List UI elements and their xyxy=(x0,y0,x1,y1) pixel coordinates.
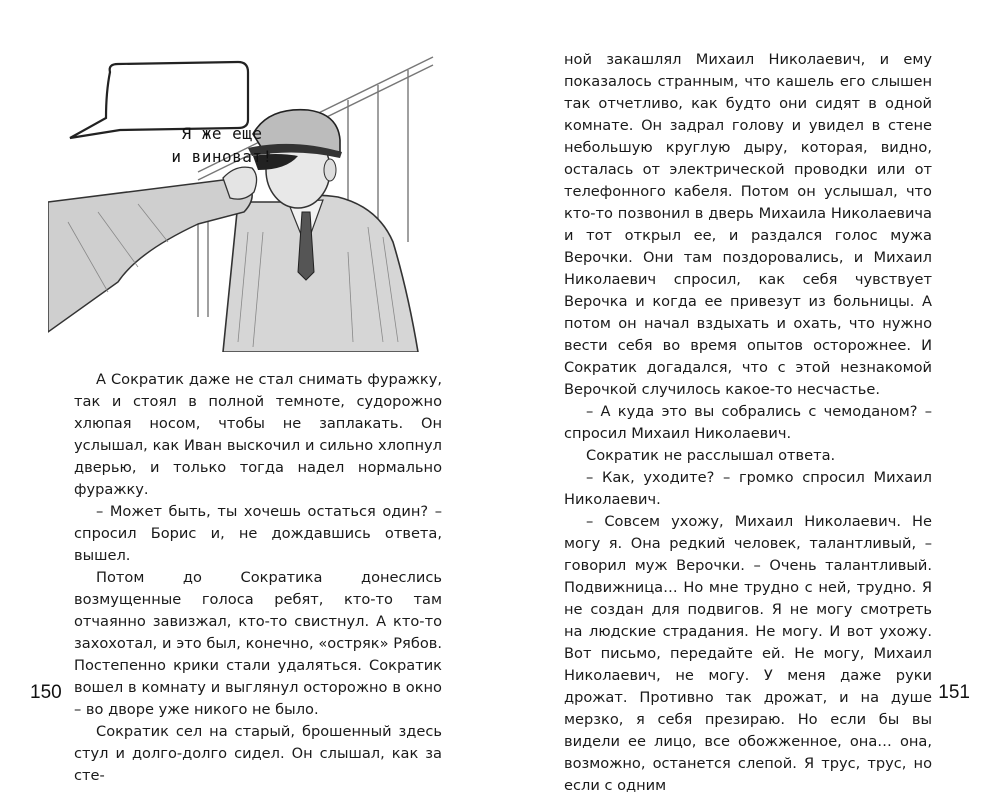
paragraph: Потом до Сократика донеслись возмущенные голоса ребят, кто-то там отчаянно завизжал, кто-то свистнул. А кто-то захохотал, и это был, конечно, «остряк» Рябов. Постепенно крики стали удаляться. Сократик вошел в комнату и выглянул осторожно в окно – во дворе уже никого не было. xyxy=(74,569,442,718)
paragraph: – А куда это вы собрались с чемоданом? – спросил Михаил Николаевич. xyxy=(564,403,932,442)
paragraph: Сократик сел на старый, брошенный здесь стул и долго-долго сидел. Он слышал, как за сте- xyxy=(74,723,442,784)
paragraph: ной закашлял Михаил Николаевич, и ему показалось странным, что кашель его слышен так отчетливо, как будто они сидят в одной комнате. Он задрал голову и увидел в стене небольшую круглую дыру, которая, видно, осталась от электрической проводки или от телефонного кабеля. Потом он услышал, что кто-то позвонил в дверь Михаила Николаевича и тот открыл ее, и раздался голос мужа Верочки. Они там поздоровались, и Михаил Николаевич спросил, как себя чувствует Верочка и когда ее привезут из больницы. А потом он начал вздыхать и охать, что нужно вести себя во время опытов осторожнее. И Сократик догадался, что с этой незнакомой Верочкой случилось какое-то несчастье. xyxy=(564,51,932,398)
left-page xyxy=(0,0,500,784)
paragraph: – Как, уходите? – громко спросил Михаил Николаевич. xyxy=(564,469,932,508)
paragraph: А Сократик даже не стал снимать фуражку, так и стоял в полной темноте, судорожно хлюпая носом, чтобы не заплакать. Он услышал, как Иван выскочил и сильно хлопнул дверью, и только тогда надел нормально фуражку. xyxy=(74,371,442,498)
right-page-text xyxy=(564,49,932,797)
speech-line-1: Я же еще xyxy=(181,124,263,143)
paragraph: – Может быть, ты хочешь остаться один? – спросил Борис и, не дождавшись ответа, вышел. xyxy=(74,503,442,564)
paragraph: – Совсем ухожу, Михаил Николаевич. Не могу я. Она редкий человек, талантливый, – говорил муж Верочки. – Очень талантливый. Подвижница… Но мне трудно с ней, трудно. Я не создан для подвигов. Я не могу смотреть на людские страдания. Не могу. И вот ухожу. Вот письмо, передайте ей. Не могу, Михаил Николаевич, не могу. У меня даже руки дрожат. Противно так дрожат, и на душе мерзко, я себя презираю. Но если бы вы видели ее лицо, все обожженное, она… она, возможно, останется слепой. Я трус, трус, но если с одним xyxy=(564,513,932,794)
speech-bubble-text xyxy=(152,122,292,182)
page-number-right: 151 xyxy=(938,682,970,703)
right-page xyxy=(500,0,1000,794)
boy-with-cap-sketch xyxy=(48,52,436,352)
left-page-text xyxy=(74,369,442,787)
page-number-left: 150 xyxy=(30,682,62,703)
paragraph: Сократик не расслышал ответа. xyxy=(586,447,836,464)
speech-line-2: и виноват! xyxy=(171,147,273,166)
illustration xyxy=(48,52,436,352)
